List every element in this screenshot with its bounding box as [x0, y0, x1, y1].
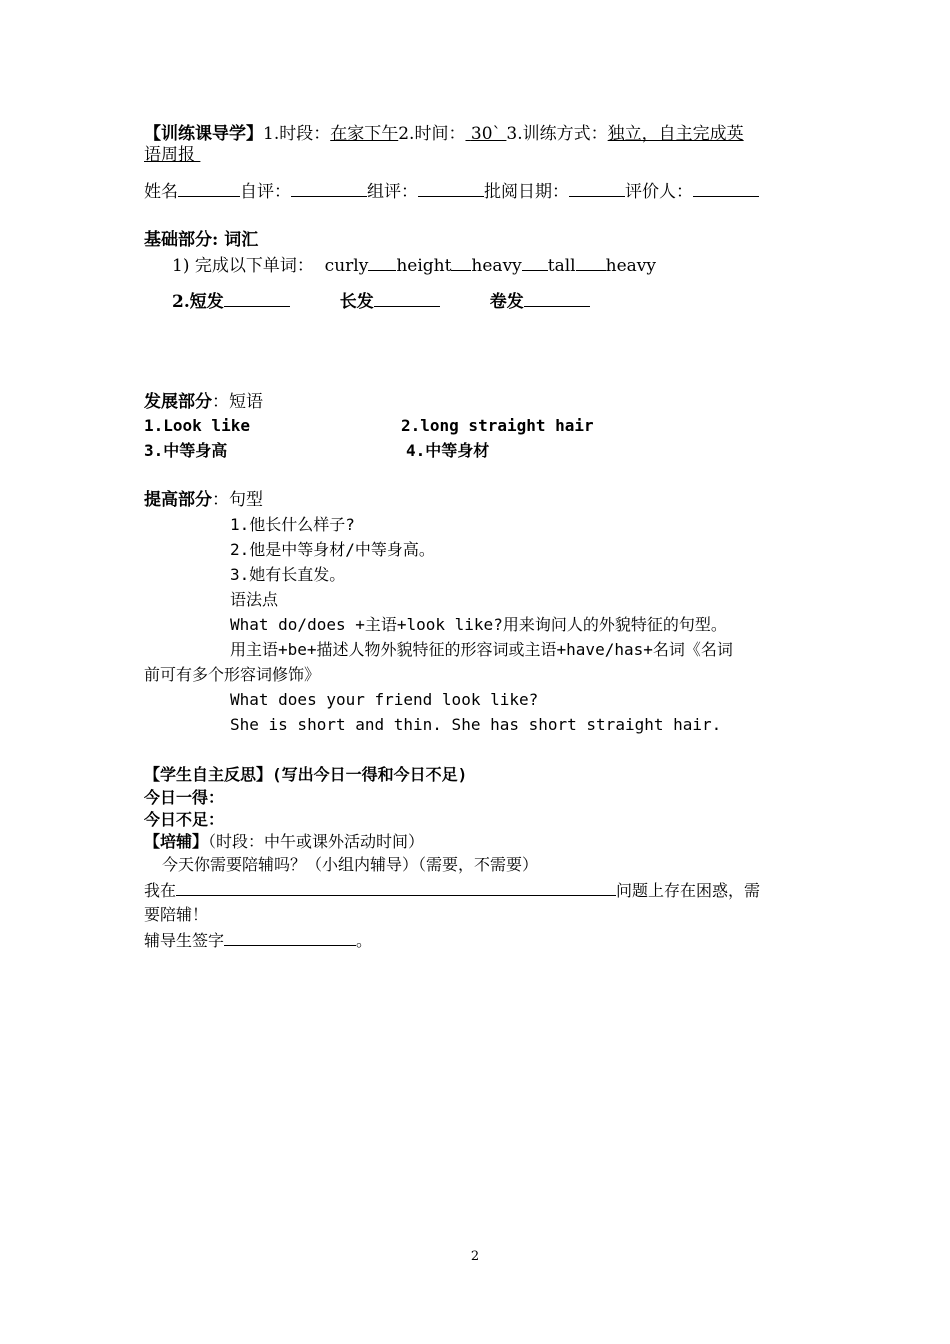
example-answer: She is short and thin. She has short straight hair.	[230, 715, 722, 734]
tutor-signature-line: 辅导生签字 。	[144, 931, 373, 950]
improve-sentence-2: 2.他是中等身材/中等身高。	[230, 540, 435, 559]
tutor-confusion-cont: 要陪辅！	[144, 905, 209, 924]
review-date-label: 批阅日期：	[484, 182, 569, 202]
header-title: 【训练课导学】	[144, 124, 263, 144]
curly-hair-blank[interactable]	[524, 290, 590, 307]
tutor-confusion-line: 我在 问题上存在困惑，需	[144, 881, 761, 900]
review-date-blank[interactable]	[569, 180, 625, 197]
improve-heading: 提高部分：句型	[144, 490, 263, 510]
header-line	[144, 123, 744, 145]
header-method: 独立，自主完成英	[607, 124, 744, 144]
self-eval-label: 自评：	[240, 182, 291, 202]
reviewer-label: 评价人：	[625, 182, 693, 202]
develop-item-2: 2.long straight hair	[401, 416, 594, 435]
develop-item-4: 4.中等身材	[406, 441, 490, 460]
header-time-slot-label: 1.时段：	[263, 124, 331, 144]
name-blank[interactable]	[178, 180, 240, 197]
signature-blank[interactable]	[224, 929, 356, 946]
header-duration: 30`	[470, 124, 502, 144]
improve-sentence-3: 3.她有长直发。	[230, 565, 346, 584]
short-hair-blank[interactable]	[224, 290, 290, 307]
basic-heading: 基础部分: 词汇	[144, 230, 259, 250]
grammar-point-2: 用主语+be+描述人物外貌特征的形容词或主语+have/has+名词《名词	[230, 640, 733, 659]
tutor-question: 今天你需要陪辅吗？（小组内辅导）（需要，不需要）	[162, 855, 539, 874]
reflect-lack: 今日不足：	[144, 810, 225, 829]
reviewer-blank[interactable]	[693, 180, 759, 197]
evaluation-row	[144, 180, 759, 203]
reflect-heading: 【学生自主反思】(写出今日一得和今日不足)	[144, 765, 468, 784]
group-eval-blank[interactable]	[418, 180, 484, 197]
reflect-gain: 今日一得：	[144, 788, 225, 807]
page-number: 2	[470, 1249, 480, 1264]
grammar-heading: 语法点	[230, 590, 279, 609]
header-method-cont: 语周报	[144, 145, 195, 165]
develop-item-1: 1.Look like	[144, 416, 250, 435]
self-eval-blank[interactable]	[291, 180, 367, 197]
develop-heading: 发展部分：短语	[144, 392, 263, 412]
header-duration-label: 2.时间：	[398, 124, 466, 144]
header-time-slot: 在家下午	[330, 124, 399, 144]
grammar-point-1: What do/does +主语+look like?用来询问人的外貌特征的句型。	[230, 615, 727, 634]
develop-item-3: 3.中等身高	[144, 441, 228, 460]
improve-sentence-1: 1.他长什么样子?	[230, 515, 355, 534]
confusion-blank[interactable]	[176, 879, 616, 896]
basic-question-2: 2.短发 长发 卷发	[172, 290, 590, 313]
header-method-label: 3.训练方式：	[506, 124, 608, 144]
header-line-cont	[144, 144, 200, 166]
group-eval-label: 组评：	[367, 182, 418, 202]
long-hair-blank[interactable]	[374, 290, 440, 307]
grammar-point-2-cont: 前可有多个形容词修饰》	[144, 665, 321, 684]
basic-question-1: 1) 完成以下单词： curly height heavy tall heavy	[172, 256, 656, 276]
tutor-heading: 【培辅】（时段：中午或课外活动时间）	[144, 832, 425, 851]
example-question: What does your friend look like?	[230, 690, 539, 709]
name-label: 姓名	[144, 182, 178, 202]
